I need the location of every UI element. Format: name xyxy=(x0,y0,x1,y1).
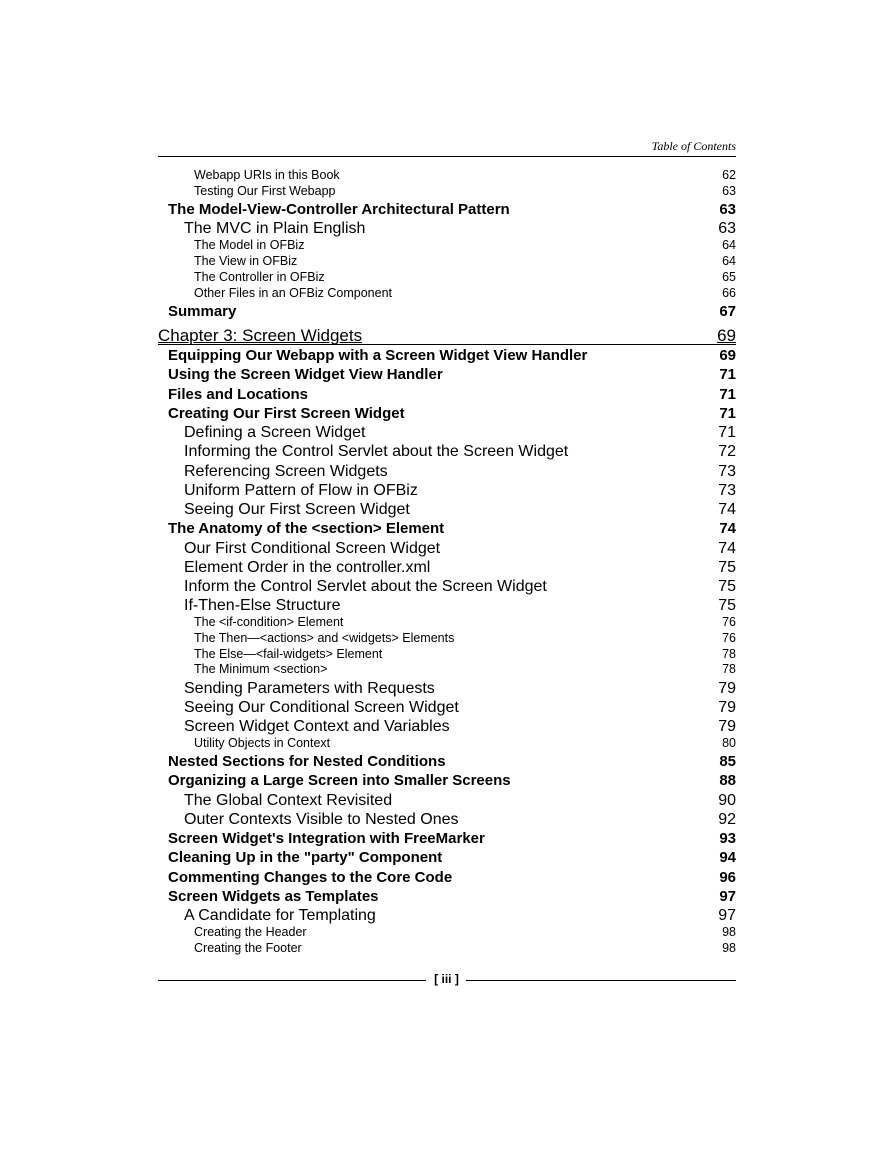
toc-chapter-heading[interactable] xyxy=(158,326,736,345)
toc-entry-page: 96 xyxy=(719,869,736,886)
toc-entry xyxy=(158,386,736,405)
toc-entry-title: The MVC in Plain English xyxy=(184,220,366,237)
toc-entry-page: 97 xyxy=(719,888,736,905)
toc-entry xyxy=(158,303,736,322)
toc-entry xyxy=(158,366,736,385)
toc-entry xyxy=(158,443,736,462)
toc-entry xyxy=(158,849,736,868)
toc-entry-page: 71 xyxy=(719,386,736,403)
toc-entry xyxy=(158,772,736,791)
toc-entry-title: Seeing Our Conditional Screen Widget xyxy=(184,699,459,716)
toc-entry xyxy=(158,811,736,830)
toc-entry-title: The Else—<fail-widgets> Element xyxy=(194,647,383,661)
footer-rule-right xyxy=(466,980,736,981)
toc-entry xyxy=(158,184,736,200)
toc-entry xyxy=(158,631,736,647)
toc-entry xyxy=(158,220,736,239)
toc-entry xyxy=(158,597,736,616)
toc-entry-title: Screen Widget's Integration with FreeMarker xyxy=(168,830,485,847)
toc-entry xyxy=(158,830,736,849)
toc-entry-page: 75 xyxy=(718,578,736,595)
toc-entry-page: 80 xyxy=(722,736,736,750)
toc-entry-page: 88 xyxy=(719,772,736,789)
toc-entry-page: 76 xyxy=(722,615,736,629)
toc-entry-page: 76 xyxy=(722,631,736,645)
toc-entry xyxy=(158,559,736,578)
toc-entry-title: Sending Parameters with Requests xyxy=(184,680,435,697)
toc-entry-page: 71 xyxy=(719,366,736,383)
toc-entry-page: 71 xyxy=(719,405,736,422)
toc-entry-title: Utility Objects in Context xyxy=(194,736,331,750)
toc-entry-page: 92 xyxy=(718,811,736,828)
toc-entry-page: 63 xyxy=(719,201,736,218)
toc-entry xyxy=(158,501,736,520)
toc-entry-title: Creating the Header xyxy=(194,925,307,939)
toc-entry xyxy=(158,520,736,539)
toc-entry xyxy=(158,736,736,752)
toc-entry-page: 98 xyxy=(722,925,736,939)
toc-entry-title: Summary xyxy=(168,303,237,320)
toc-entry-title: Outer Contexts Visible to Nested Ones xyxy=(184,811,459,828)
toc-entry xyxy=(158,540,736,559)
toc-entry-page: 78 xyxy=(722,662,736,676)
toc-entry-title: The Global Context Revisited xyxy=(184,792,393,809)
toc-entry-title: Uniform Pattern of Flow in OFBiz xyxy=(184,482,418,499)
toc-entry-page: 79 xyxy=(718,680,736,697)
toc-entry xyxy=(158,907,736,926)
toc-entry-title: Screen Widget Context and Variables xyxy=(184,718,450,735)
toc-entry-page: 97 xyxy=(718,907,736,924)
toc-entry xyxy=(158,615,736,631)
toc-entry-title: The Anatomy of the <section> Element xyxy=(168,520,445,537)
toc-entry-title: The <if-condition> Element xyxy=(194,615,344,629)
toc-entry-title: Equipping Our Webapp with a Screen Widget View Handler xyxy=(168,347,588,364)
toc-entry-title: Nested Sections for Nested Conditions xyxy=(168,753,446,770)
toc-entry-title: Element Order in the controller.xml xyxy=(184,559,431,576)
toc-entry-title: Using the Screen Widget View Handler xyxy=(168,366,443,383)
toc-entry-title: Commenting Changes to the Core Code xyxy=(168,869,453,886)
toc-entry xyxy=(158,699,736,718)
toc-entry-page: 78 xyxy=(722,647,736,661)
toc-entry-title: The Model-View-Controller Architectural Pattern xyxy=(168,201,510,218)
toc-entry xyxy=(158,270,736,286)
toc-entry-page: 72 xyxy=(718,443,736,460)
toc-entry-title: The View in OFBiz xyxy=(194,254,298,268)
toc-entry-title: The Then—<actions> and <widgets> Elements xyxy=(194,631,455,645)
toc-entry-page: 74 xyxy=(718,540,736,557)
toc-entry xyxy=(158,405,736,424)
toc-entry-title: Organizing a Large Screen into Smaller Screens xyxy=(168,772,511,789)
toc-entry-page: 66 xyxy=(722,286,736,300)
toc-entry-page: 75 xyxy=(718,559,736,576)
toc-entry xyxy=(158,482,736,501)
toc-entry xyxy=(158,925,736,941)
toc-entry-title: Referencing Screen Widgets xyxy=(184,463,388,480)
toc-entry-title: If-Then-Else Structure xyxy=(184,597,341,614)
toc-entry-title: Screen Widgets as Templates xyxy=(168,888,379,905)
toc-entry-title: Files and Locations xyxy=(168,386,309,403)
toc-entry-title: Defining a Screen Widget xyxy=(184,424,366,441)
toc-entry-page: 93 xyxy=(719,830,736,847)
toc-entry-page: 90 xyxy=(718,792,736,809)
toc-entry xyxy=(158,869,736,888)
toc-entry-title: A Candidate for Templating xyxy=(184,907,376,924)
toc-entry-page: 94 xyxy=(719,849,736,866)
toc-entry-title: The Model in OFBiz xyxy=(194,238,305,252)
toc-entry-page: 75 xyxy=(718,597,736,614)
toc-chapter-page: 69 xyxy=(717,326,736,345)
toc-entry-page: 79 xyxy=(718,718,736,735)
toc-entry xyxy=(158,286,736,302)
toc-entry-page: 69 xyxy=(719,347,736,364)
toc-entry-page: 62 xyxy=(722,168,736,182)
toc-entry-title: Our First Conditional Screen Widget xyxy=(184,540,441,557)
toc-entry-page: 73 xyxy=(718,463,736,480)
page-number: [ iii ] xyxy=(434,972,459,986)
toc-entry-title: The Controller in OFBiz xyxy=(194,270,325,284)
toc-entry-title: Webapp URIs in this Book xyxy=(194,168,340,182)
toc-entry-title: The Minimum <section> xyxy=(194,662,328,676)
toc-entry xyxy=(158,168,736,184)
toc-entry-title: Testing Our First Webapp xyxy=(194,184,336,198)
toc-entry-page: 85 xyxy=(719,753,736,770)
toc-entry xyxy=(158,753,736,772)
toc-entry xyxy=(158,792,736,811)
toc-entry xyxy=(158,463,736,482)
toc-entry xyxy=(158,578,736,597)
toc-entry-page: 64 xyxy=(722,254,736,268)
toc-entry-page: 63 xyxy=(722,184,736,198)
toc-entry-title: Creating Our First Screen Widget xyxy=(168,405,405,422)
toc-entry-title: Creating the Footer xyxy=(194,941,302,955)
toc-entry-page: 73 xyxy=(718,482,736,499)
toc-entry-title: Cleaning Up in the "party" Component xyxy=(168,849,443,866)
toc-entry-page: 65 xyxy=(722,270,736,284)
toc-entry-title: Other Files in an OFBiz Component xyxy=(194,286,392,300)
toc-entry-page: 64 xyxy=(722,238,736,252)
toc-entry-page: 71 xyxy=(718,424,736,441)
toc-entry-title: Seeing Our First Screen Widget xyxy=(184,501,410,518)
toc-chapter-title: Chapter 3: Screen Widgets xyxy=(158,326,363,345)
toc-entry xyxy=(158,662,736,678)
toc-entry-page: 74 xyxy=(718,501,736,518)
toc-entry xyxy=(158,888,736,907)
toc-entry xyxy=(158,254,736,270)
toc-entry-title: Informing the Control Servlet about the Screen Widget xyxy=(184,443,569,460)
toc-entry xyxy=(158,680,736,699)
toc-entry-page: 63 xyxy=(718,220,736,237)
toc-entry xyxy=(158,201,736,220)
toc-entry-page: 79 xyxy=(718,699,736,716)
toc-entry-page: 74 xyxy=(719,520,736,537)
toc-entry-page: 98 xyxy=(722,941,736,955)
toc-entry xyxy=(158,941,736,957)
toc-entry xyxy=(158,647,736,663)
toc-entry xyxy=(158,238,736,254)
running-header-title: Table of Contents xyxy=(651,139,736,153)
toc-entry xyxy=(158,718,736,737)
toc-entry-title: Inform the Control Servlet about the Screen Widget xyxy=(184,578,547,595)
toc-entry xyxy=(158,347,736,366)
toc-entry xyxy=(158,424,736,443)
toc-entry-page: 67 xyxy=(719,303,736,320)
